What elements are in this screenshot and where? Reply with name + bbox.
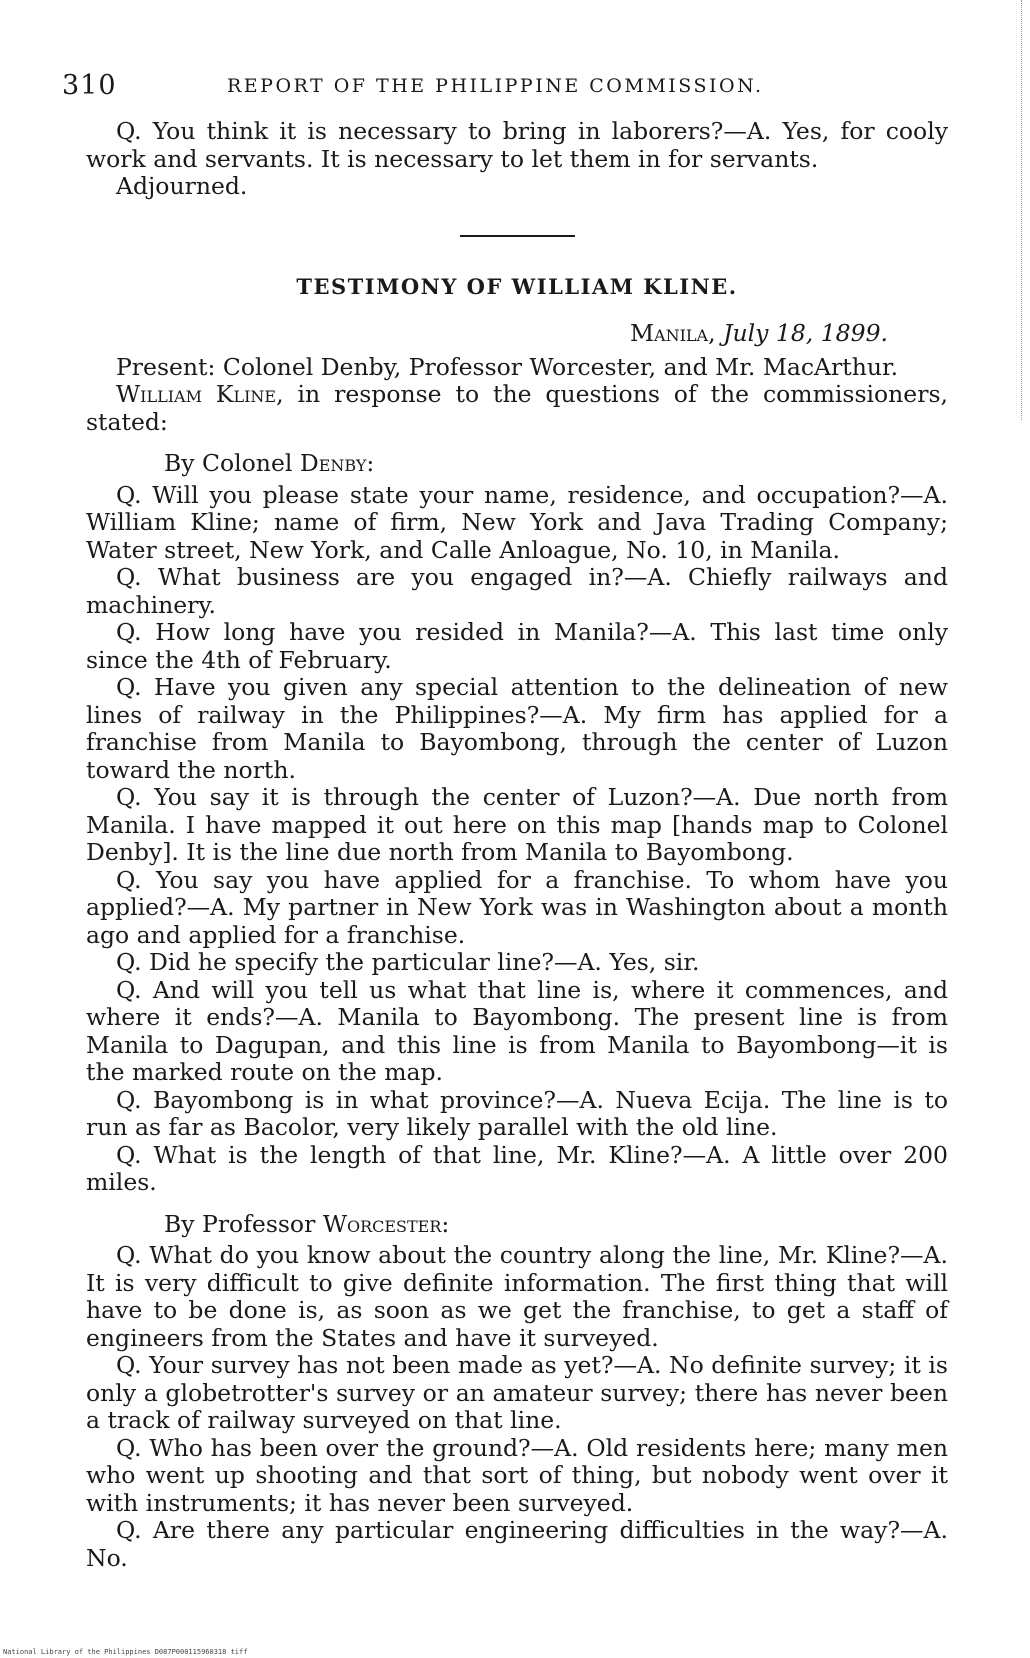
dateline-date: July 18, 1899. (723, 319, 888, 347)
qa-paragraph: Q. You say it is through the center of Luzon?—A. Due north from Manila. I have mapped it out here on this map [hands map to Colonel Denby]. It is the line due north from Manila to Bayombong. (86, 783, 948, 866)
qa-paragraph: Q. You say you have applied for a franchise. To whom have you applied?—A. My partner in New York was in Washington about a month ago and applied for a franchise. (86, 865, 948, 949)
qa-paragraph: Q. What is the length of that line, Mr. Kline?—A. A little over 200 miles. (86, 1140, 948, 1196)
qa-paragraph: Q. Are there any particular engineering difficulties in the way?—A. No. (86, 1516, 948, 1572)
dateline (86, 320, 948, 348)
examiner-by: By Colonel (164, 449, 293, 477)
witness-name: William Kline, (116, 380, 284, 408)
body-text (86, 118, 948, 1572)
present-line: Present: Colonel Denby, Professor Worcester, and Mr. MacArthur. (116, 352, 899, 381)
witness-intro-text: in response to the questions of the commissioners, stated: (86, 380, 948, 436)
qa-paragraph: Q. Bayombong is in what province?—A. Nueva Ecija. The line is to run as far as Bacolor, very likely parallel with the old line. (86, 1085, 948, 1141)
examiner-name: Denby: (299, 449, 375, 477)
section-divider (460, 235, 575, 237)
qa-paragraph: Q. What do you know about the country along the line, Mr. Kline?—A. It is very difficult to give definite information. The first thing that will have to be done is, as soon as we get the franchise, to get a staff of engineers from the States and have it surveyed. (86, 1241, 948, 1352)
qa-block-denby (86, 482, 948, 1197)
examiner-heading-denby (86, 450, 948, 478)
examiner-heading-worcester (86, 1211, 948, 1239)
scan-edge-marks (1011, 0, 1022, 420)
running-title: REPORT OF THE PHILIPPINE COMMISSION. (227, 75, 764, 97)
qa-paragraph: Q. What business are you engaged in?—A. Chiefly railways and machinery. (86, 563, 948, 619)
qa-paragraph: Q. How long have you resided in Manila?—A. This last time only since the 4th of February. (86, 618, 948, 674)
qa-paragraph: Q. And will you tell us what that line is, where it commences, and where it ends?—A. Manila to Bayombong. The present line is from Manila to Dagupan, and this line is from Manila to Bayombong—it is the marked route on the map. (86, 975, 948, 1086)
qa-paragraph: Q. Have you given any special attention to the delineation of new lines of railway in the Philippines?—A. My firm has applied for a franchise from Manila to Bayombong, through the center of Luzon toward the north. (86, 673, 948, 784)
page-number: 310 (62, 70, 117, 101)
adjourned-note: Adjourned. (116, 172, 248, 200)
carryover-question: Q. You think it is necessary to bring in laborers?—A. Yes, for cooly work and servants. It is necessary to let them in for servants. (86, 117, 948, 173)
qa-paragraph: Q. Did he specify the particular line?—A. Yes, sir. (116, 948, 700, 976)
witness-intro (86, 381, 948, 436)
scan-footer-note: National Library of the Philippines D087P000115960318 tiff (3, 1648, 248, 1656)
qa-block-worcester (86, 1242, 948, 1572)
section-title: TESTIMONY OF WILLIAM KLINE. (296, 273, 738, 299)
dateline-place: Manila, (629, 319, 716, 347)
page-header (62, 70, 942, 106)
qa-paragraph: Q. Will you please state your name, residence, and occupation?—A. William Kline; name of firm, New York and Java Trading Company; Water street, New York, and Calle Anloague, No. 10, in Manila. (86, 480, 948, 564)
examiner-name: Worcester: (322, 1209, 450, 1238)
examiner-by: By Professor (164, 1209, 316, 1238)
qa-paragraph: Q. Who has been over the ground?—A. Old residents here; many men who went up shooting and that sort of thing, but nobody went over it with instruments; it has never been surveyed. (86, 1433, 948, 1517)
qa-paragraph: Q. Your survey has not been made as yet?—A. No definite survey; it is only a globetrotter's survey or an amateur survey; there has never been a track of railway surveyed on that line. (86, 1351, 948, 1434)
